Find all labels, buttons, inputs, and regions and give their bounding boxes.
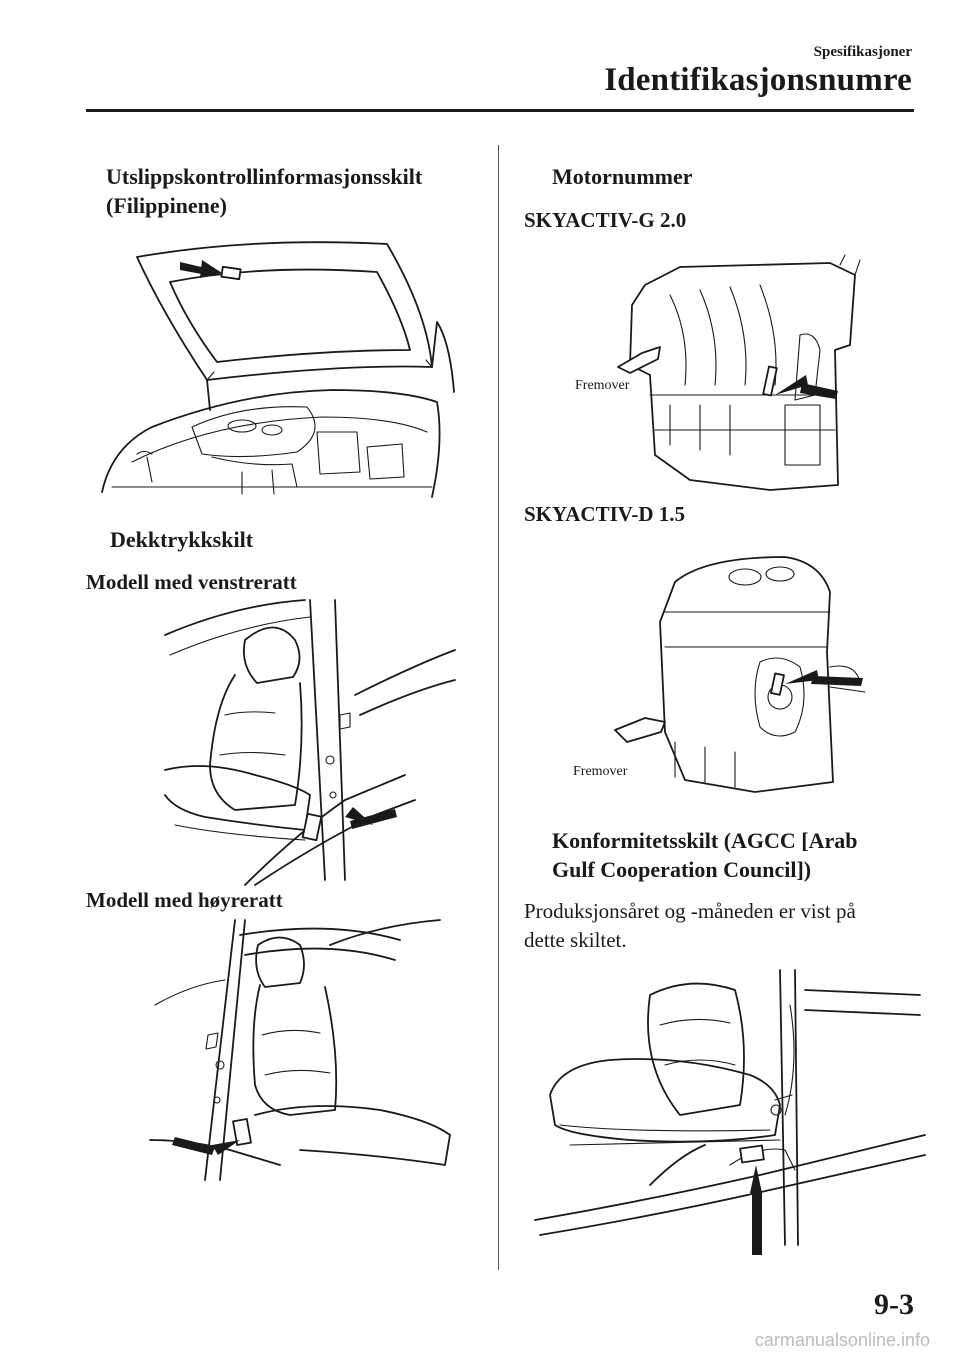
lhd-model-label: Modell med venstreratt (86, 570, 297, 594)
column-divider (498, 145, 499, 1270)
skyactiv-d-engine-illustration (565, 552, 885, 792)
engine-number-heading: Motornummer (552, 164, 693, 189)
lhd-door-pillar-illustration (145, 595, 465, 885)
rhd-door-pillar-illustration (150, 915, 480, 1185)
skyactiv-g-engine-illustration (570, 255, 870, 495)
conformity-text-line-2: dette skiltet. (524, 928, 627, 952)
emission-heading-line-1: Utslippskontrollinformasjonsskilt (106, 164, 423, 189)
conformity-text-line-1: Produksjonsåret og -måneden er vist på (524, 899, 856, 923)
conformity-heading-line-1: Konformitetsskilt (AGCC [Arab (552, 828, 858, 853)
hood-open-illustration (92, 232, 472, 507)
rhd-model-label: Modell med høyreratt (86, 888, 283, 912)
conformity-heading (552, 826, 858, 884)
page-number: 9-3 (874, 1288, 914, 1321)
header-rule (86, 109, 914, 112)
engine-d-label: SKYACTIV-D 1.5 (524, 502, 686, 526)
tire-pressure-heading: Dekktrykkskilt (110, 527, 254, 552)
emission-heading (106, 162, 422, 220)
page-title: Identifikasjonsnumre (604, 62, 912, 98)
conformity-plate-illustration (530, 965, 930, 1265)
forward-label-g: Fremover (575, 378, 630, 393)
forward-label-d: Fremover (573, 764, 628, 779)
emission-heading-line-2: (Filippinene) (106, 193, 228, 218)
watermark: carmanualsonline.info (754, 1330, 930, 1350)
engine-g-label: SKYACTIV-G 2.0 (524, 208, 687, 232)
section-label: Spesifikasjoner (813, 44, 912, 60)
conformity-description (524, 897, 856, 955)
conformity-heading-line-2: Gulf Cooperation Council]) (552, 857, 812, 882)
